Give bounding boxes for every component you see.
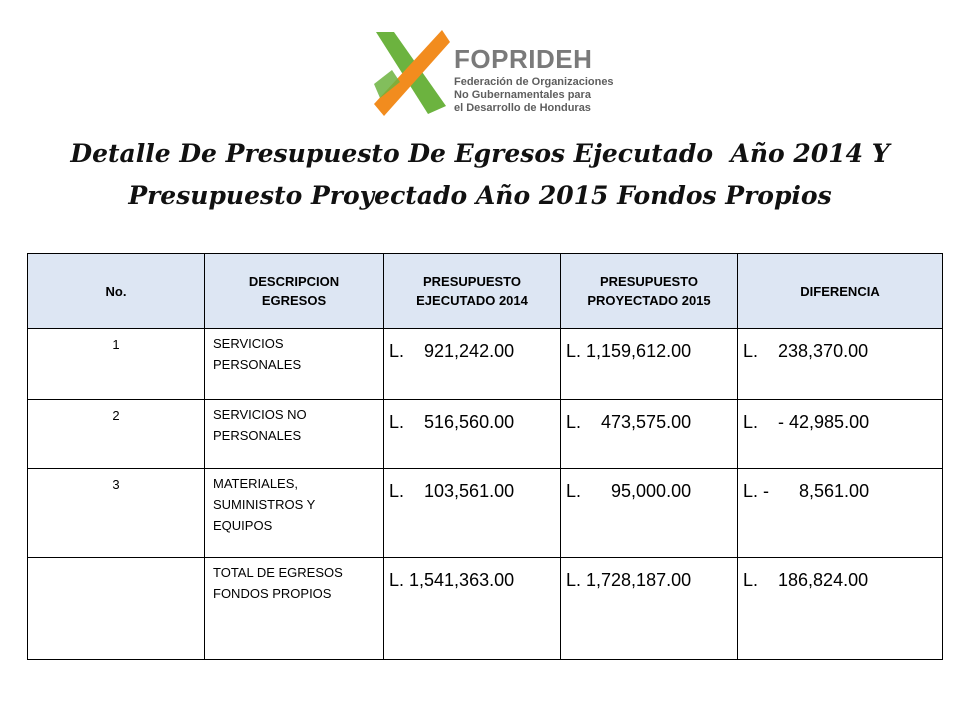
- logo-x-mark-icon: [370, 24, 450, 120]
- total-diferencia: L. 186,824.00: [738, 558, 943, 660]
- total-ejecutado: L. 1,541,363.00: [384, 558, 561, 660]
- page-title: [40, 133, 920, 217]
- logo-subtitle-line: el Desarrollo de Honduras: [454, 102, 591, 114]
- header-ejecutado-2014: PRESUPUESTO EJECUTADO 2014: [384, 254, 561, 329]
- table-row: [28, 469, 943, 558]
- row-number: 1: [28, 329, 205, 400]
- budget-table: [27, 253, 943, 660]
- row-ejecutado: L. 103,561.00: [384, 469, 561, 558]
- header-descripcion: DESCRIPCION EGRESOS: [205, 254, 384, 329]
- header-no: No.: [28, 254, 205, 329]
- row-diferencia: L. - 42,985.00: [738, 400, 943, 469]
- total-proyectado: L. 1,728,187.00: [561, 558, 738, 660]
- row-proyectado: L. 473,575.00: [561, 400, 738, 469]
- row-ejecutado: L. 921,242.00: [384, 329, 561, 400]
- row-number: 3: [28, 469, 205, 558]
- header-proyectado-2015: PRESUPUESTO PROYECTADO 2015: [561, 254, 738, 329]
- row-number: 2: [28, 400, 205, 469]
- logo-subtitle-line: Federación de Organizaciones: [454, 76, 614, 88]
- table-total-row: [28, 558, 943, 660]
- fopride-logo: [370, 24, 630, 120]
- table-row: [28, 400, 943, 469]
- total-number: [28, 558, 205, 660]
- row-diferencia: L. - 8,561.00: [738, 469, 943, 558]
- row-description: SERVICIOS PERSONALES: [205, 329, 384, 400]
- row-diferencia: L. 238,370.00: [738, 329, 943, 400]
- row-description: MATERIALES, SUMINISTROS Y EQUIPOS: [205, 469, 384, 558]
- row-proyectado: L. 95,000.00: [561, 469, 738, 558]
- table-row: [28, 329, 943, 400]
- logo-name: FOPRIDEH: [454, 44, 593, 74]
- total-description: TOTAL DE EGRESOS FONDOS PROPIOS: [205, 558, 384, 660]
- row-ejecutado: L. 516,560.00: [384, 400, 561, 469]
- title-line-2: Presupuesto Proyectado Año 2015 Fondos Propios: [128, 181, 832, 210]
- header-diferencia: DIFERENCIA: [738, 254, 943, 329]
- row-proyectado: L. 1,159,612.00: [561, 329, 738, 400]
- title-line-1: Detalle De Presupuesto De Egresos Ejecutado Año 2014 Y: [70, 139, 890, 168]
- logo-subtitle: [454, 76, 634, 115]
- row-description: SERVICIOS NO PERSONALES: [205, 400, 384, 469]
- table-header-row: [28, 254, 943, 329]
- logo-subtitle-line: No Gubernamentales para: [454, 89, 591, 101]
